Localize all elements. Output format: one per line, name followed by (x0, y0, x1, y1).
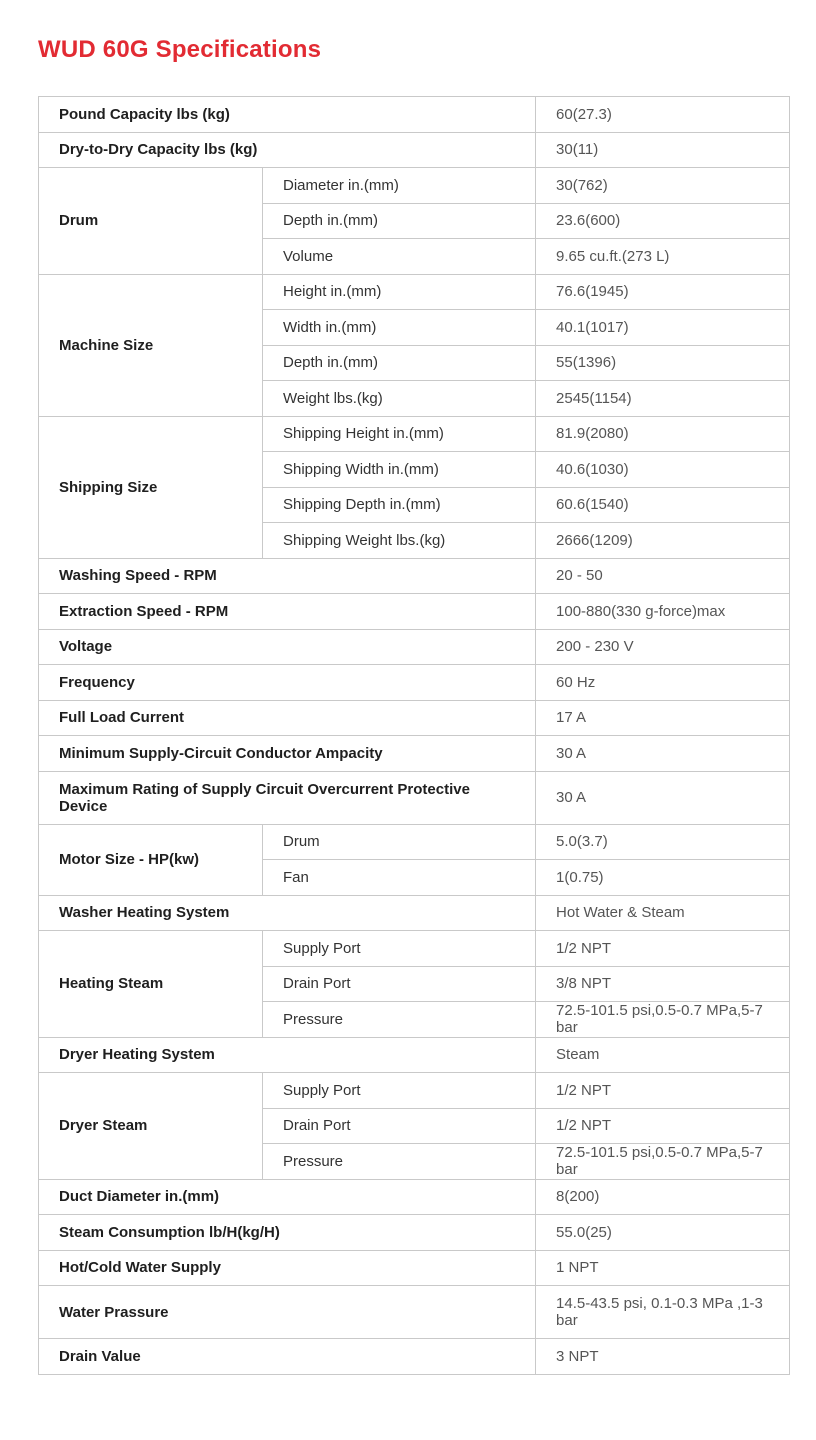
spec-value: Steam (536, 1037, 790, 1073)
spec-label: Water Prassure (39, 1286, 536, 1339)
spec-label: Duct Diameter in.(mm) (39, 1179, 536, 1215)
spec-sublabel: Pressure (263, 1002, 536, 1038)
table-row (39, 1286, 790, 1339)
spec-value: 30 A (536, 771, 790, 824)
table-row (39, 416, 790, 452)
spec-value: 30(762) (536, 168, 790, 204)
spec-value: 1(0.75) (536, 860, 790, 896)
table-row (39, 97, 790, 133)
spec-value: 200 - 230 V (536, 629, 790, 665)
spec-label: Dry-to-Dry Capacity lbs (kg) (39, 132, 536, 168)
spec-sublabel: Shipping Depth in.(mm) (263, 487, 536, 523)
spec-label: Frequency (39, 665, 536, 701)
spec-value: 76.6(1945) (536, 274, 790, 310)
spec-table (38, 96, 790, 1375)
spec-value: 3 NPT (536, 1339, 790, 1375)
table-row (39, 771, 790, 824)
table-row (39, 274, 790, 310)
spec-sublabel: Drain Port (263, 1108, 536, 1144)
table-row (39, 895, 790, 931)
table-row (39, 824, 790, 860)
spec-value: 8(200) (536, 1179, 790, 1215)
spec-label: Motor Size - HP(kw) (39, 824, 263, 895)
table-row (39, 1073, 790, 1109)
spec-sublabel: Width in.(mm) (263, 310, 536, 346)
spec-label: Drum (39, 168, 263, 275)
table-row (39, 1215, 790, 1251)
spec-value: 2545(1154) (536, 381, 790, 417)
spec-sublabel: Height in.(mm) (263, 274, 536, 310)
spec-label: Shipping Size (39, 416, 263, 558)
table-row (39, 665, 790, 701)
spec-label: Steam Consumption lb/H(kg/H) (39, 1215, 536, 1251)
spec-value: 100-880(330 g-force)max (536, 594, 790, 630)
spec-sublabel: Weight lbs.(kg) (263, 381, 536, 417)
spec-sublabel: Pressure (263, 1144, 536, 1180)
spec-value: 40.1(1017) (536, 310, 790, 346)
spec-sublabel: Shipping Weight lbs.(kg) (263, 523, 536, 559)
table-row (39, 1339, 790, 1375)
spec-value: 5.0(3.7) (536, 824, 790, 860)
spec-value: 1/2 NPT (536, 931, 790, 967)
spec-sublabel: Shipping Width in.(mm) (263, 452, 536, 488)
spec-value: 60(27.3) (536, 97, 790, 133)
spec-value: 17 A (536, 700, 790, 736)
spec-value: 1/2 NPT (536, 1108, 790, 1144)
spec-value: 3/8 NPT (536, 966, 790, 1002)
spec-sublabel: Depth in.(mm) (263, 203, 536, 239)
spec-label: Machine Size (39, 274, 263, 416)
page-title: WUD 60G Specifications (38, 36, 322, 63)
spec-value: 60.6(1540) (536, 487, 790, 523)
spec-value: 9.65 cu.ft.(273 L) (536, 239, 790, 275)
spec-value: 72.5-101.5 psi,0.5-0.7 MPa,5-7 bar (536, 1144, 790, 1180)
table-row (39, 1179, 790, 1215)
spec-label: Heating Steam (39, 931, 263, 1038)
spec-value: 30 A (536, 736, 790, 772)
spec-value: 55.0(25) (536, 1215, 790, 1251)
spec-sublabel: Depth in.(mm) (263, 345, 536, 381)
table-row (39, 132, 790, 168)
spec-value: 1/2 NPT (536, 1073, 790, 1109)
spec-sublabel: Shipping Height in.(mm) (263, 416, 536, 452)
spec-label: Extraction Speed - RPM (39, 594, 536, 630)
spec-value: 1 NPT (536, 1250, 790, 1286)
spec-label: Drain Value (39, 1339, 536, 1375)
table-row (39, 594, 790, 630)
spec-sublabel: Drain Port (263, 966, 536, 1002)
spec-label: Minimum Supply-Circuit Conductor Ampacity (39, 736, 536, 772)
spec-sublabel: Fan (263, 860, 536, 896)
table-row (39, 931, 790, 967)
spec-sublabel: Volume (263, 239, 536, 275)
spec-value: 2666(1209) (536, 523, 790, 559)
spec-label: Washing Speed - RPM (39, 558, 536, 594)
spec-value: 30(11) (536, 132, 790, 168)
spec-label: Maximum Rating of Supply Circuit Overcurrent Protective Device (39, 771, 536, 824)
spec-sublabel: Supply Port (263, 931, 536, 967)
table-row (39, 700, 790, 736)
spec-value: Hot Water & Steam (536, 895, 790, 931)
spec-label: Full Load Current (39, 700, 536, 736)
spec-label: Voltage (39, 629, 536, 665)
spec-label: Pound Capacity lbs (kg) (39, 97, 536, 133)
spec-value: 60 Hz (536, 665, 790, 701)
table-row (39, 1037, 790, 1073)
spec-value: 14.5-43.5 psi, 0.1-0.3 MPa ,1-3 bar (536, 1286, 790, 1339)
spec-label: Hot/Cold Water Supply (39, 1250, 536, 1286)
spec-value: 20 - 50 (536, 558, 790, 594)
table-row (39, 558, 790, 594)
table-row (39, 629, 790, 665)
spec-sublabel: Supply Port (263, 1073, 536, 1109)
spec-value: 72.5-101.5 psi,0.5-0.7 MPa,5-7 bar (536, 1002, 790, 1038)
spec-value: 55(1396) (536, 345, 790, 381)
table-row (39, 736, 790, 772)
spec-value: 81.9(2080) (536, 416, 790, 452)
table-row (39, 1250, 790, 1286)
spec-sublabel: Drum (263, 824, 536, 860)
table-row (39, 168, 790, 204)
spec-label: Washer Heating System (39, 895, 536, 931)
spec-value: 40.6(1030) (536, 452, 790, 488)
spec-label: Dryer Steam (39, 1073, 263, 1180)
spec-value: 23.6(600) (536, 203, 790, 239)
spec-sublabel: Diameter in.(mm) (263, 168, 536, 204)
spec-label: Dryer Heating System (39, 1037, 536, 1073)
